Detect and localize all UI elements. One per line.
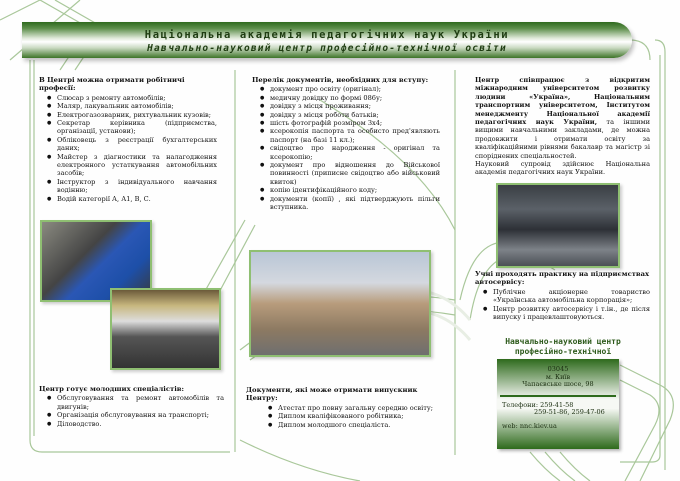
web-label: web: (502, 421, 518, 430)
list-item: ● ксерокопія паспорта та особисто пред'являють паспорт (на базі 11 кл.); (260, 127, 440, 144)
graduate-documents-heading: Документи, які може отримати випускник Центру: (246, 386, 418, 403)
service-station-photo (496, 183, 620, 268)
professions-section (39, 76, 217, 203)
specialists-section (39, 385, 224, 428)
cooperation-partners: Центр співпрацює з відкритим міжнародним університетом розвитку людини «Україна», Національним транспортним університетом, Інститутом менеджменту Національної академії педагогічних наук України, (475, 76, 650, 127)
list-item: ● Діловодство. (47, 420, 224, 428)
cooperation-section (475, 76, 650, 177)
list-item: ● Електрогазозварник, рихтувальник кузовів; (47, 111, 217, 119)
documents-required-list (252, 85, 440, 211)
street: Чапаєвське шосе, 98 (522, 380, 594, 388)
address (497, 359, 619, 389)
list-item: ● Інструктор з індивідуального навчання водінню; (47, 178, 217, 195)
specialists-list (39, 394, 224, 428)
contact-box (497, 359, 619, 449)
contact-divider (500, 395, 616, 397)
cooperation-details: та іншими вищими навчальними закладами, де можна продовжити і отримати освіту за кваліфікаційними рівнями бакалавр та магістр зі споріднених спеціальностей. (475, 118, 650, 160)
list-item: ● Маляр, лакувальник автомобілів; (47, 102, 217, 110)
academy-title: Національна академія педагогічних наук України (144, 29, 510, 41)
list-item: ● Атестат про повну загальну середню освіту; (268, 404, 446, 412)
phone-2: 259-51-86, 259-47-06 (534, 408, 605, 416)
documents-required-heading: Перелік документів, необхідних для вступу: (252, 76, 429, 84)
list-item: ● копію ідентифікаційного коду; (260, 186, 440, 194)
city: м. Київ (545, 372, 571, 381)
graduate-documents-section (246, 386, 446, 429)
cooperation-paragraph (475, 76, 650, 160)
web-link[interactable]: nnc.kiev.ua (519, 421, 557, 430)
scientific-support: Науковий супровід здійснює Національна академія педагогічних наук України. (475, 160, 650, 177)
website (497, 422, 619, 430)
list-item: ● Обліковець з реєстрації бухгалтерських даних; (47, 136, 217, 153)
phones (497, 402, 619, 417)
professions-list (39, 94, 217, 203)
list-item: ● медичну довідку по формі 086у; (260, 94, 440, 102)
list-item: ● шість фотографій розміром 3x4; (260, 119, 440, 127)
professions-heading: В Центрі можна отримати робітничі професії: (39, 76, 185, 93)
specialists-heading: Центр готує молодших спеціалістів: (39, 385, 185, 393)
list-item: ● Диплом кваліфікованого робітника; (268, 412, 446, 420)
page-header-banner (22, 22, 632, 58)
list-item: ● Водій категорії А, А1, В, С. (47, 195, 217, 203)
list-item: ● Майстер з діагностики та налагодження електронного устаткування автомобільних засобів; (47, 153, 217, 178)
graduate-documents-list (246, 404, 446, 429)
list-item: ● довідку з місця роботи батьків; (260, 111, 440, 119)
list-item: ● Диплом молодшого спеціаліста. (268, 421, 446, 429)
center-subtitle: Навчально-науковий центр професійно-технічної освіти (147, 43, 507, 54)
list-item: ● документ про відношення до Військової повинності (приписне свідоцтво або військовий квиток) (260, 161, 440, 186)
list-item: ● свідоцтво про народження - оригінал та ксерокопію; (260, 144, 440, 161)
practice-section (475, 270, 650, 321)
list-item: ● Секретар керівника (підприємства, організації, установи); (47, 119, 217, 136)
postcode: 03045 (547, 365, 569, 373)
list-item: ● документи (копії) , які підтверджують пільги вступника. (260, 195, 440, 212)
list-item: ● Організація обслуговування на транспорті; (47, 411, 224, 419)
building-photo (249, 250, 431, 357)
phone-1: 259-41-58 (540, 400, 574, 409)
list-item: ● документ про освіту (оригінал); (260, 85, 440, 93)
practice-list (475, 288, 650, 322)
list-item: ● Публічне акціонерне товариство «Українська автомобільна корпорація»; (483, 288, 650, 305)
practice-heading: Учні проходять практику на підприємствах автосервісу: (475, 270, 650, 287)
list-item: ● Слюсар з ремонту автомобілів; (47, 94, 217, 102)
classroom-photo (110, 288, 221, 370)
center-name-title: Навчально-науковий центр професійно-технічної (505, 337, 621, 356)
phone-label: Телефони: (502, 400, 539, 409)
list-item: ● Центр розвитку автосервісу і т.ін., де після випуску і працевлаштовуються. (483, 305, 650, 322)
documents-required-section (252, 76, 440, 212)
list-item: ● Обслуговування та ремонт автомобілів та двигунів; (47, 394, 224, 411)
list-item: ● довідку з місця проживання; (260, 102, 440, 110)
